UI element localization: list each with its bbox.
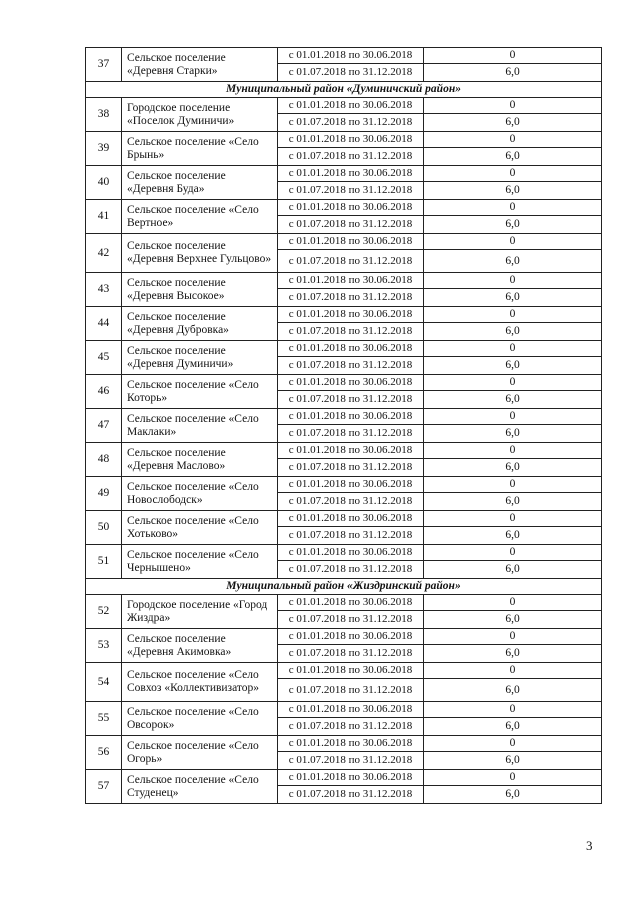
period-second-half: с 01.07.2018 по 31.12.2018 [278, 391, 424, 409]
row-number: 56 [86, 736, 122, 770]
settlement-name: Сельское поселение «Деревня Маслово» [122, 443, 278, 477]
rate-first-half: 0 [424, 736, 602, 752]
table-row [86, 702, 602, 718]
period-second-half: с 01.07.2018 по 31.12.2018 [278, 527, 424, 545]
period-second-half: с 01.07.2018 по 31.12.2018 [278, 289, 424, 307]
settlement-name: Сельское поселение «Село Овсорок» [122, 702, 278, 736]
row-number: 54 [86, 663, 122, 702]
rate-second-half: 6,0 [424, 752, 602, 770]
table-row [86, 511, 602, 527]
rate-second-half: 6,0 [424, 357, 602, 375]
rate-second-half: 6,0 [424, 148, 602, 166]
period-first-half: с 01.01.2018 по 30.06.2018 [278, 477, 424, 493]
table-row [86, 200, 602, 216]
table-row [86, 409, 602, 425]
row-number: 52 [86, 595, 122, 629]
rate-first-half: 0 [424, 511, 602, 527]
period-first-half: с 01.01.2018 по 30.06.2018 [278, 629, 424, 645]
table-row [86, 663, 602, 679]
rate-second-half: 6,0 [424, 493, 602, 511]
rate-second-half: 6,0 [424, 645, 602, 663]
table-row [86, 98, 602, 114]
period-first-half: с 01.01.2018 по 30.06.2018 [278, 702, 424, 718]
settlement-name: Сельское поселение «Село Которь» [122, 375, 278, 409]
row-number: 41 [86, 200, 122, 234]
row-number: 38 [86, 98, 122, 132]
table-row [86, 48, 602, 64]
period-second-half: с 01.07.2018 по 31.12.2018 [278, 323, 424, 341]
table-row [86, 273, 602, 289]
table-row [86, 595, 602, 611]
rate-second-half: 6,0 [424, 114, 602, 132]
rate-first-half: 0 [424, 48, 602, 64]
rate-second-half: 6,0 [424, 425, 602, 443]
period-first-half: с 01.01.2018 по 30.06.2018 [278, 409, 424, 425]
period-first-half: с 01.01.2018 по 30.06.2018 [278, 595, 424, 611]
period-second-half: с 01.07.2018 по 31.12.2018 [278, 752, 424, 770]
row-number: 49 [86, 477, 122, 511]
table-row [86, 629, 602, 645]
settlement-name: Сельское поселение «Село Чернышено» [122, 545, 278, 579]
rate-second-half: 6,0 [424, 250, 602, 273]
rate-second-half: 6,0 [424, 527, 602, 545]
period-second-half: с 01.07.2018 по 31.12.2018 [278, 611, 424, 629]
rate-first-half: 0 [424, 273, 602, 289]
period-second-half: с 01.07.2018 по 31.12.2018 [278, 148, 424, 166]
period-second-half: с 01.07.2018 по 31.12.2018 [278, 114, 424, 132]
settlement-name: Сельское поселение «Село Хотьково» [122, 511, 278, 545]
settlement-name: Сельское поселение «Деревня Акимовка» [122, 629, 278, 663]
period-first-half: с 01.01.2018 по 30.06.2018 [278, 307, 424, 323]
period-first-half: с 01.01.2018 по 30.06.2018 [278, 545, 424, 561]
table-row [86, 307, 602, 323]
period-first-half: с 01.01.2018 по 30.06.2018 [278, 770, 424, 786]
period-second-half: с 01.07.2018 по 31.12.2018 [278, 216, 424, 234]
period-second-half: с 01.07.2018 по 31.12.2018 [278, 718, 424, 736]
row-number: 55 [86, 702, 122, 736]
rate-first-half: 0 [424, 443, 602, 459]
period-second-half: с 01.07.2018 по 31.12.2018 [278, 493, 424, 511]
section-header-row [86, 579, 602, 595]
table-row [86, 234, 602, 250]
settlement-name: Городское поселение «Поселок Думиничи» [122, 98, 278, 132]
period-second-half: с 01.07.2018 по 31.12.2018 [278, 64, 424, 82]
settlement-name: Сельское поселение «Деревня Дубровка» [122, 307, 278, 341]
rate-second-half: 6,0 [424, 786, 602, 804]
row-number: 37 [86, 48, 122, 82]
row-number: 50 [86, 511, 122, 545]
row-number: 57 [86, 770, 122, 804]
period-first-half: с 01.01.2018 по 30.06.2018 [278, 273, 424, 289]
section-header-row [86, 82, 602, 98]
rate-first-half: 0 [424, 200, 602, 216]
settlement-name: Сельское поселение «Село Новослободск» [122, 477, 278, 511]
period-second-half: с 01.07.2018 по 31.12.2018 [278, 250, 424, 273]
period-second-half: с 01.07.2018 по 31.12.2018 [278, 459, 424, 477]
rate-second-half: 6,0 [424, 679, 602, 702]
rate-first-half: 0 [424, 770, 602, 786]
period-first-half: с 01.01.2018 по 30.06.2018 [278, 166, 424, 182]
row-number: 45 [86, 341, 122, 375]
rate-first-half: 0 [424, 629, 602, 645]
table-row [86, 132, 602, 148]
rate-second-half: 6,0 [424, 718, 602, 736]
row-number: 48 [86, 443, 122, 477]
rate-second-half: 6,0 [424, 289, 602, 307]
rate-first-half: 0 [424, 663, 602, 679]
table-row [86, 341, 602, 357]
settlement-name: Сельское поселение «Деревня Верхнее Гульцово» [122, 234, 278, 273]
period-first-half: с 01.01.2018 по 30.06.2018 [278, 736, 424, 752]
table-row [86, 770, 602, 786]
settlement-name: Сельское поселение «Деревня Высокое» [122, 273, 278, 307]
period-first-half: с 01.01.2018 по 30.06.2018 [278, 511, 424, 527]
rate-second-half: 6,0 [424, 182, 602, 200]
settlement-name: Сельское поселение «Деревня Буда» [122, 166, 278, 200]
period-first-half: с 01.01.2018 по 30.06.2018 [278, 98, 424, 114]
row-number: 40 [86, 166, 122, 200]
table-row [86, 443, 602, 459]
row-number: 47 [86, 409, 122, 443]
period-second-half: с 01.07.2018 по 31.12.2018 [278, 357, 424, 375]
rate-first-half: 0 [424, 132, 602, 148]
page-number: 3 [586, 838, 593, 853]
table-row [86, 545, 602, 561]
row-number: 46 [86, 375, 122, 409]
period-second-half: с 01.07.2018 по 31.12.2018 [278, 645, 424, 663]
period-first-half: с 01.01.2018 по 30.06.2018 [278, 234, 424, 250]
rate-second-half: 6,0 [424, 216, 602, 234]
period-first-half: с 01.01.2018 по 30.06.2018 [278, 443, 424, 459]
period-first-half: с 01.01.2018 по 30.06.2018 [278, 132, 424, 148]
period-second-half: с 01.07.2018 по 31.12.2018 [278, 679, 424, 702]
period-first-half: с 01.01.2018 по 30.06.2018 [278, 663, 424, 679]
period-second-half: с 01.07.2018 по 31.12.2018 [278, 425, 424, 443]
row-number: 42 [86, 234, 122, 273]
rate-first-half: 0 [424, 409, 602, 425]
rate-first-half: 0 [424, 545, 602, 561]
rate-first-half: 0 [424, 595, 602, 611]
settlement-name: Сельское поселение «Село Маклаки» [122, 409, 278, 443]
rate-first-half: 0 [424, 307, 602, 323]
settlement-name: Сельское поселение «Село Огорь» [122, 736, 278, 770]
rate-first-half: 0 [424, 234, 602, 250]
rate-second-half: 6,0 [424, 459, 602, 477]
table-row [86, 166, 602, 182]
settlement-name: Сельское поселение «Село Брынь» [122, 132, 278, 166]
period-second-half: с 01.07.2018 по 31.12.2018 [278, 182, 424, 200]
rate-second-half: 6,0 [424, 64, 602, 82]
table-row [86, 375, 602, 391]
settlement-name: Сельское поселение «Деревня Старки» [122, 48, 278, 82]
period-second-half: с 01.07.2018 по 31.12.2018 [278, 786, 424, 804]
period-first-half: с 01.01.2018 по 30.06.2018 [278, 375, 424, 391]
rate-second-half: 6,0 [424, 391, 602, 409]
section-title: Муниципальный район «Жиздринский район» [86, 579, 602, 595]
settlement-name: Сельское поселение «Село Совхоз «Коллективизатор» [122, 663, 278, 702]
row-number: 39 [86, 132, 122, 166]
table-row [86, 477, 602, 493]
settlement-name: Сельское поселение «Село Вертное» [122, 200, 278, 234]
settlement-name: Сельское поселение «Деревня Думиничи» [122, 341, 278, 375]
rate-second-half: 6,0 [424, 561, 602, 579]
rate-first-half: 0 [424, 166, 602, 182]
rate-first-half: 0 [424, 477, 602, 493]
period-second-half: с 01.07.2018 по 31.12.2018 [278, 561, 424, 579]
period-first-half: с 01.01.2018 по 30.06.2018 [278, 48, 424, 64]
row-number: 53 [86, 629, 122, 663]
rate-first-half: 0 [424, 375, 602, 391]
row-number: 44 [86, 307, 122, 341]
rates-table [85, 47, 602, 804]
rate-first-half: 0 [424, 702, 602, 718]
rates-table-body [86, 48, 602, 804]
settlement-name: Городское поселение «Город Жиздра» [122, 595, 278, 629]
section-title: Муниципальный район «Думиничский район» [86, 82, 602, 98]
row-number: 51 [86, 545, 122, 579]
period-first-half: с 01.01.2018 по 30.06.2018 [278, 200, 424, 216]
table-row [86, 736, 602, 752]
period-first-half: с 01.01.2018 по 30.06.2018 [278, 341, 424, 357]
rate-second-half: 6,0 [424, 323, 602, 341]
rate-first-half: 0 [424, 341, 602, 357]
row-number: 43 [86, 273, 122, 307]
rate-first-half: 0 [424, 98, 602, 114]
rate-second-half: 6,0 [424, 611, 602, 629]
settlement-name: Сельское поселение «Село Студенец» [122, 770, 278, 804]
